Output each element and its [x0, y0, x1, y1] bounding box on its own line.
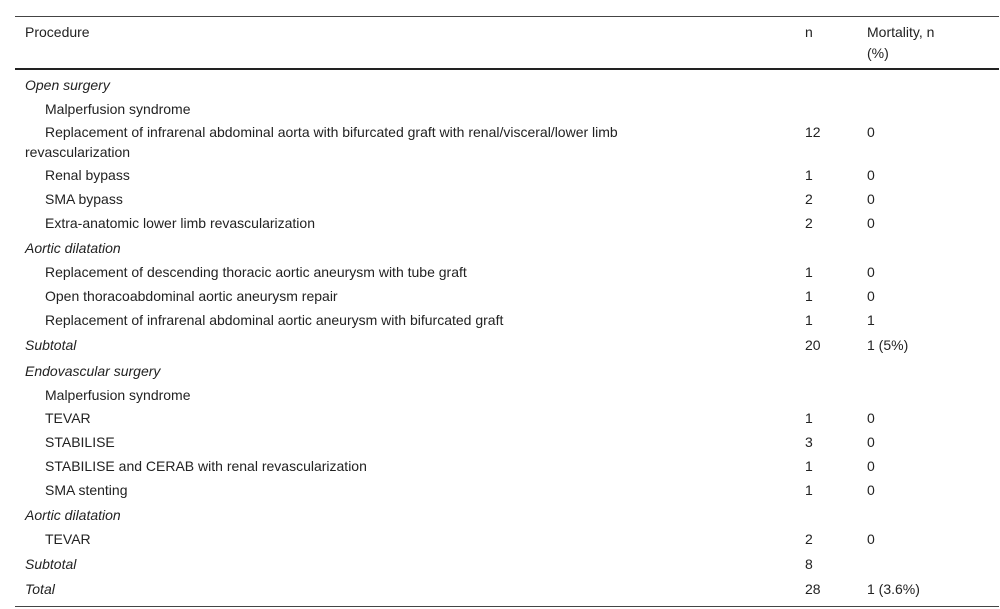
table-row — [15, 358, 999, 383]
total-label: Total — [25, 581, 55, 597]
section-label: Open surgery — [25, 77, 110, 93]
cell-mortality: 0 — [867, 263, 875, 280]
cell-n: 1 — [805, 457, 813, 474]
cell-n: 1 — [805, 287, 813, 304]
header-procedure: Procedure — [25, 24, 90, 40]
cell-n: 2 — [805, 530, 813, 547]
cell-mortality: 0 — [867, 530, 875, 547]
table-row — [15, 120, 999, 163]
cell-procedure — [15, 122, 805, 162]
cell-procedure: Open thoracoabdominal aortic aneurysm repair — [45, 287, 338, 304]
cell-procedure: Replacement of descending thoracic aortic aneurysm with tube graft — [45, 263, 467, 280]
cell-n: 1 — [805, 166, 813, 183]
cell-procedure-line1: Replacement of infrarenal abdominal aorta with bifurcated graft with renal/visceral/lower limb — [45, 123, 618, 140]
cell-n: 2 — [805, 214, 813, 231]
cell-mortality: 0 — [867, 166, 875, 183]
table-row — [15, 383, 999, 406]
cell-n: 1 — [805, 409, 813, 426]
table-body — [15, 70, 999, 606]
cell-mortality: 1 (5%) — [867, 337, 909, 353]
cell-mortality: 0 — [867, 287, 875, 304]
cell-n: 12 — [805, 123, 821, 140]
table-row — [15, 454, 999, 478]
table-row — [15, 576, 999, 602]
table-row — [15, 332, 999, 358]
subtotal-label: Subtotal — [25, 337, 77, 353]
cell-n: 8 — [805, 556, 813, 572]
cell-n: 28 — [805, 581, 821, 597]
table-row — [15, 211, 999, 235]
cell-n: 1 — [805, 311, 813, 328]
cell-mortality: 0 — [867, 214, 875, 231]
table-row — [15, 502, 999, 527]
table-row — [15, 406, 999, 430]
cell-procedure: Extra-anatomic lower limb revascularization — [45, 214, 315, 231]
header-n: n — [805, 24, 813, 40]
cell-procedure: STABILISE — [45, 433, 115, 450]
cell-procedure-line2: revascularization — [25, 143, 131, 160]
table-row — [15, 527, 999, 551]
table-row — [15, 163, 999, 187]
cell-n: 20 — [805, 337, 821, 353]
cell-mortality: 0 — [867, 123, 875, 140]
subtotal-label: Subtotal — [25, 556, 77, 572]
cell-procedure: STABILISE and CERAB with renal revascularization — [45, 457, 367, 474]
cell-n: 1 — [805, 481, 813, 498]
table-row — [15, 260, 999, 284]
cell-mortality: 0 — [867, 481, 875, 498]
cell-procedure: TEVAR — [45, 409, 91, 426]
cell-procedure: TEVAR — [45, 530, 91, 547]
header-mortality-line1: Mortality, n — [867, 24, 935, 40]
cell-mortality: 0 — [867, 190, 875, 207]
cell-mortality: 1 (3.6%) — [867, 581, 920, 597]
table-row — [15, 551, 999, 576]
table-row — [15, 430, 999, 454]
header-mortality — [867, 22, 999, 68]
cell-procedure: Malperfusion syndrome — [45, 100, 191, 117]
cell-procedure: SMA stenting — [45, 481, 128, 498]
cell-n: 2 — [805, 190, 813, 207]
table-header-row — [15, 17, 999, 68]
cell-procedure: Malperfusion syndrome — [45, 386, 191, 403]
cell-mortality: 0 — [867, 433, 875, 450]
table-row — [15, 72, 999, 97]
header-mortality-line2: (%) — [867, 45, 889, 61]
cell-procedure: Renal bypass — [45, 166, 130, 183]
table-row — [15, 97, 999, 120]
table-row — [15, 235, 999, 260]
table-row — [15, 284, 999, 308]
table-row — [15, 187, 999, 211]
cell-n: 3 — [805, 433, 813, 450]
table-row — [15, 308, 999, 332]
cell-mortality: 0 — [867, 457, 875, 474]
cell-mortality: 1 — [867, 311, 875, 328]
section-label: Aortic dilatation — [25, 240, 121, 256]
section-label: Endovascular surgery — [25, 363, 161, 379]
cell-mortality: 0 — [867, 409, 875, 426]
cell-procedure: Replacement of infrarenal abdominal aortic aneurysm with bifurcated graft — [45, 311, 504, 328]
mortality-table — [15, 16, 999, 607]
cell-procedure: SMA bypass — [45, 190, 123, 207]
table-row — [15, 478, 999, 502]
cell-n: 1 — [805, 263, 813, 280]
table-bottom-rule — [15, 606, 999, 607]
section-label: Aortic dilatation — [25, 507, 121, 523]
